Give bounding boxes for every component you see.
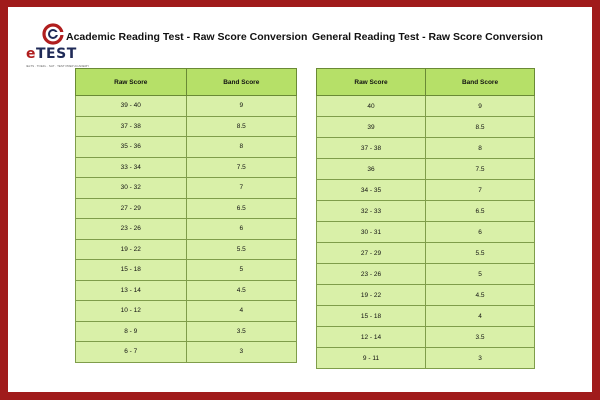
raw-score-cell: 39 - 40 [76,96,187,117]
band-score-cell: 7.5 [186,157,297,178]
academic-table [75,68,297,363]
band-score-cell: 3.5 [186,321,297,342]
raw-score-cell: 15 - 18 [76,260,187,281]
table-row [76,137,297,158]
logo-wordmark [26,46,77,62]
band-score-cell: 8 [426,138,535,159]
general-header-raw: Raw Score [317,69,426,96]
table-row [76,280,297,301]
table-row [76,96,297,117]
general-header-row [317,69,535,96]
band-score-cell: 5.5 [426,243,535,264]
band-score-cell: 5 [186,260,297,281]
raw-score-cell: 19 - 22 [317,285,426,306]
band-score-cell: 6 [426,222,535,243]
band-score-cell: 4.5 [426,285,535,306]
raw-score-cell: 39 [317,117,426,138]
logo-wordmark-rest: TEST [36,46,77,62]
table-row [317,96,535,117]
raw-score-cell: 34 - 35 [317,180,426,201]
table-row [76,301,297,322]
band-score-cell: 5.5 [186,239,297,260]
table-row [317,285,535,306]
band-score-cell: 8.5 [426,117,535,138]
raw-score-cell: 30 - 32 [76,178,187,199]
page-frame [8,7,592,392]
table-row [76,219,297,240]
table-row [317,327,535,348]
table-row [317,264,535,285]
raw-score-cell: 23 - 26 [76,219,187,240]
logo-tagline: IELTS · TOEFL · SAT · TEST PREP ACADEMY [26,64,90,68]
general-header-band: Band Score [426,69,535,96]
academic-title: Academic Reading Test - Raw Score Conversion [66,31,308,43]
table-row [317,180,535,201]
logo-swirl-icon [42,23,64,45]
band-score-cell: 3 [186,342,297,363]
raw-score-cell: 37 - 38 [317,138,426,159]
band-score-cell: 8.5 [186,116,297,137]
band-score-cell: 4 [426,306,535,327]
raw-score-cell: 6 - 7 [76,342,187,363]
band-score-cell: 7 [186,178,297,199]
table-row [317,159,535,180]
band-score-cell: 8 [186,137,297,158]
band-score-cell: 6.5 [426,201,535,222]
band-score-cell: 3 [426,348,535,369]
raw-score-cell: 23 - 26 [317,264,426,285]
band-score-cell: 4.5 [186,280,297,301]
table-row [317,243,535,264]
table-row [76,342,297,363]
raw-score-cell: 32 - 33 [317,201,426,222]
band-score-cell: 9 [426,96,535,117]
general-table [316,68,535,369]
band-score-cell: 3.5 [426,327,535,348]
academic-header-raw: Raw Score [76,69,187,96]
raw-score-cell: 40 [317,96,426,117]
table-row [76,239,297,260]
table-row [317,201,535,222]
general-title: General Reading Test - Raw Score Conversion [312,31,543,43]
raw-score-cell: 10 - 12 [76,301,187,322]
table-row [76,321,297,342]
raw-score-cell: 33 - 34 [76,157,187,178]
raw-score-cell: 15 - 18 [317,306,426,327]
raw-score-cell: 12 - 14 [317,327,426,348]
band-score-cell: 5 [426,264,535,285]
table-row [317,117,535,138]
table-row [317,138,535,159]
raw-score-cell: 35 - 36 [76,137,187,158]
table-row [317,348,535,369]
band-score-cell: 4 [186,301,297,322]
logo-wordmark-e: e [26,46,36,62]
raw-score-cell: 30 - 31 [317,222,426,243]
table-row [76,116,297,137]
raw-score-cell: 37 - 38 [76,116,187,137]
band-score-cell: 9 [186,96,297,117]
raw-score-cell: 8 - 9 [76,321,187,342]
band-score-cell: 7.5 [426,159,535,180]
raw-score-cell: 27 - 29 [76,198,187,219]
band-score-cell: 6 [186,219,297,240]
raw-score-cell: 19 - 22 [76,239,187,260]
raw-score-cell: 36 [317,159,426,180]
band-score-cell: 7 [426,180,535,201]
table-row [317,222,535,243]
academic-header-row [76,69,297,96]
table-row [76,178,297,199]
raw-score-cell: 13 - 14 [76,280,187,301]
raw-score-cell: 27 - 29 [317,243,426,264]
table-row [76,198,297,219]
band-score-cell: 6.5 [186,198,297,219]
raw-score-cell: 9 - 11 [317,348,426,369]
table-row [317,306,535,327]
table-row [76,260,297,281]
table-row [76,157,297,178]
academic-header-band: Band Score [186,69,297,96]
